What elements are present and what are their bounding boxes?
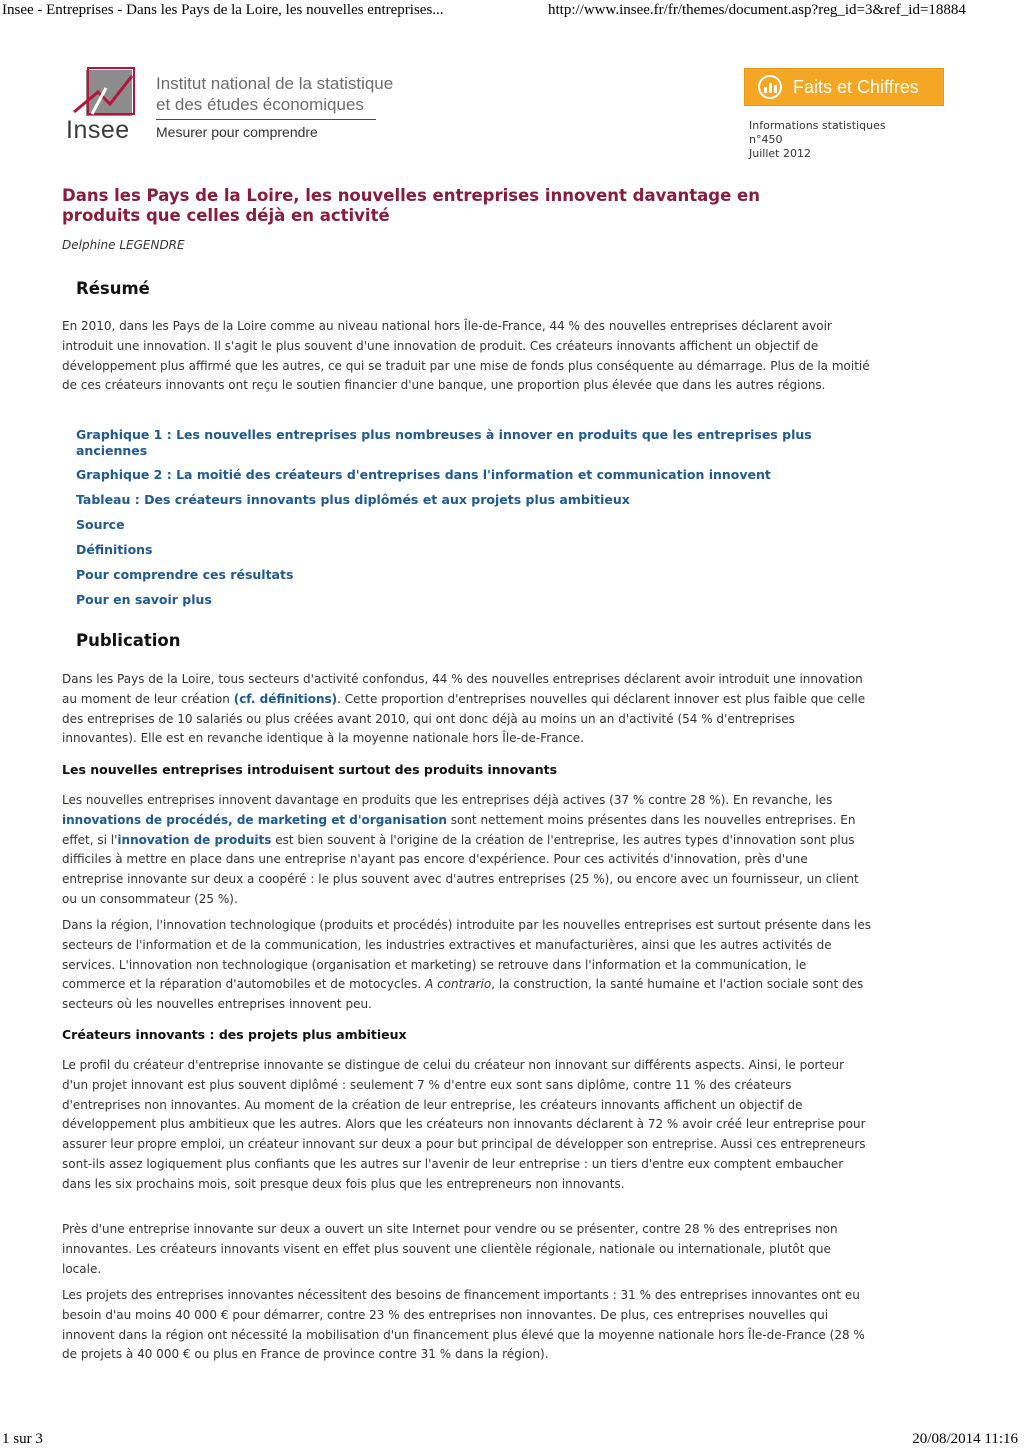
publication-paragraph-2 (62, 791, 872, 910)
print-header-title: Insee - Entreprises - Dans les Pays de la Loire, les nouvelles entreprises... (2, 2, 444, 18)
info-series: Informations statistiques (749, 119, 886, 132)
logo-divider (156, 119, 376, 120)
info-number: n°450 (749, 133, 783, 146)
publication-paragraph-6: Les projets des entreprises innovantes nécessitent des besoins de financement importants : 31 % des entreprises innovantes ont eu besoin d'au moins 40 000 € pour démarrer, contre 23 % des entreprises non innovantes. De plus, ces entreprises nouvelles qui innovent dans la région ont nécessité la mobilisation d'un financement plus élevé que la moyenne nationale hors Île-de-France (28 % de projets à 40 000 € ou plus en France de province contre 31 % dans la région). (62, 1288, 865, 1362)
faits-et-chiffres-banner[interactable] (744, 68, 944, 106)
article-title-line-1: Dans les Pays de la Loire, les nouvelles entreprises innovent davantage en (62, 186, 760, 205)
text-run: Dans la région, l'innovation technologique (produits et procédés) introduite par les nouvelles entreprises est surtout présente dans les secteurs de l'information et de la communication, les industries extractives et manufacturières, ainsi que les autres activités de services. L'innovation non technologique (organisation et marketing) se retrouve dans l'information et la communication, le commerce et la réparation d'automobiles et de motocycles. (62, 918, 871, 992)
toc-link-graphique-1[interactable]: Graphique 1 : Les nouvelles entreprises plus nombreuses à innover en produits que les entreprises plus anciennes (76, 427, 812, 458)
institute-name-line-1: Institut national de la statistique (156, 74, 394, 93)
publication-paragraph-5: Près d'une entreprise innovante sur deux a ouvert un site Internet pour vendre ou se présenter, contre 28 % des entreprises non innovantes. Les créateurs innovants visent en effet plus souvent une clientèle régionale, nationale ou internationale, plutôt que locale. (62, 1222, 838, 1276)
chart-bubble-icon (757, 74, 783, 100)
publication-paragraph-1 (62, 670, 872, 749)
logo-tagline: Mesurer pour comprendre (156, 124, 318, 140)
publication-heading: Publication (76, 631, 181, 650)
article-title-line-2: produits que celles déjà en activité (62, 206, 390, 225)
article-author: Delphine LEGENDRE (62, 238, 185, 252)
toc-link-pour-en-savoir-plus[interactable]: Pour en savoir plus (76, 592, 212, 607)
resume-paragraph: En 2010, dans les Pays de la Loire comme au niveau national hors Île-de-France, 44 % des nouvelles entreprises déclarent avoir introduit une innovation. Il s'agit le plus souvent d'une innovation de produit. Ces créateurs innovants affichent un objectif de développement plus affirmé que les autres, ce qui se traduit par une mise de fonds plus conséquente au démarrage. Plus de la moitié de ces créateurs innovants ont reçu le soutien financier d'une banque, une proportion plus élevée que dans les autres régions. (62, 319, 870, 393)
emphasis-a-contrario: A contrario (425, 977, 492, 992)
institute-name-line-2: et des études économiques (156, 95, 364, 114)
text-run: est bien souvent à l'origine de la création de l'entreprise, les autres types d'innovation sont plus difficiles à mettre en place dans une entreprise n'ayant pas encore d'expérience. Pour ces activités d'innovation, près d'une entreprise innovante sur deux a coopéré : le plus souvent avec d'autres entreprises (25 %), ou encore avec un fournisseur, un client ou un consommateur (25 %). (62, 832, 859, 906)
faits-et-chiffres-label: Faits et Chiffres (793, 76, 919, 97)
toc-link-graphique-2[interactable]: Graphique 2 : La moitié des créateurs d'entreprises dans l'information et communication innovent (76, 467, 771, 482)
publication-paragraph-3 (62, 916, 872, 1015)
innovation-produits-link[interactable]: innovation de produits (117, 832, 272, 847)
logo-wordmark: Insee (66, 116, 130, 144)
publication-paragraph-4: Le profil du créateur d'entreprise innovante se distingue de celui du créateur non innovant sur différents aspects. Ainsi, le porteur d'un projet innovant est plus souvent diplômé : seulement 7 % d'entre eux sont sans diplôme, contre 11 % des créateurs d'entreprises non innovantes. Au moment de la création de leur entreprise, les créateurs innovants affichent un objectif de développement plus ambitieux que les autres. Alors que les créateurs non innovants déclarent à 72 % avoir créé leur entreprise pour assurer leur propre emploi, un créateur innovant sur deux a pour but principal de développer son entreprise. Aussi ces entrepreneurs sont-ils assez logiquement plus confiants que les autres sur l'avenir de leur entreprise : un tiers d'entre eux comptent embaucher dans les six prochains mois, soit presque deux fois plus que les entrepreneurs non innovants. (62, 1058, 866, 1191)
print-footer-page: 1 sur 3 (2, 1431, 43, 1447)
toc-link-source[interactable]: Source (76, 517, 125, 532)
subheading-produits-innovants: Les nouvelles entreprises introduisent surtout des produits innovants (62, 762, 558, 777)
text-run: Les nouvelles entreprises innovent davantage en produits que les entreprises déjà actives (37 % contre 28 %). En revanche, les (62, 793, 833, 807)
text-run: , la construction, la santé humaine et l'action sociale sont des secteurs où les nouvelles entreprises innovent peu. (62, 977, 864, 1012)
print-footer-timestamp: 20/08/2014 11:16 (912, 1431, 1018, 1447)
toc-link-pour-comprendre[interactable]: Pour comprendre ces résultats (76, 567, 294, 582)
print-header-url: http://www.insee.fr/fr/themes/document.asp?reg_id=3&ref_id=18884 (548, 2, 966, 18)
subheading-projets-ambitieux: Créateurs innovants : des projets plus ambitieux (62, 1027, 407, 1042)
resume-heading: Résumé (76, 279, 150, 298)
text-run: Dans les Pays de la Loire, tous secteurs d'activité confondus, 44 % des nouvelles entreprises déclarent avoir introduit une innovation au moment de leur création (62, 672, 863, 706)
text-run: . Cette proportion d'entreprises nouvelles qui déclarent innover est plus faible que celle des entreprises de 10 salariés ou plus créées avant 2010, qui ont donc déjà au moins un an d'activité (54 % d'entreprises innovantes). Elle est en revanche identique à la moyenne nationale hors Île-de-France. (62, 691, 866, 746)
info-date: Juillet 2012 (749, 147, 811, 160)
innovations-procedes-link[interactable]: innovations de procédés, de marketing et d'organisation (62, 812, 447, 827)
text-run: sont nettement moins présentes dans les nouvelles entreprises. En effet, si l' (62, 812, 856, 847)
toc-link-definitions[interactable]: Définitions (76, 542, 153, 557)
toc-link-tableau[interactable]: Tableau : Des créateurs innovants plus diplômés et aux projets plus ambitieux (76, 492, 630, 507)
definitions-link[interactable]: (cf. définitions) (233, 691, 338, 706)
article-title (62, 186, 802, 226)
